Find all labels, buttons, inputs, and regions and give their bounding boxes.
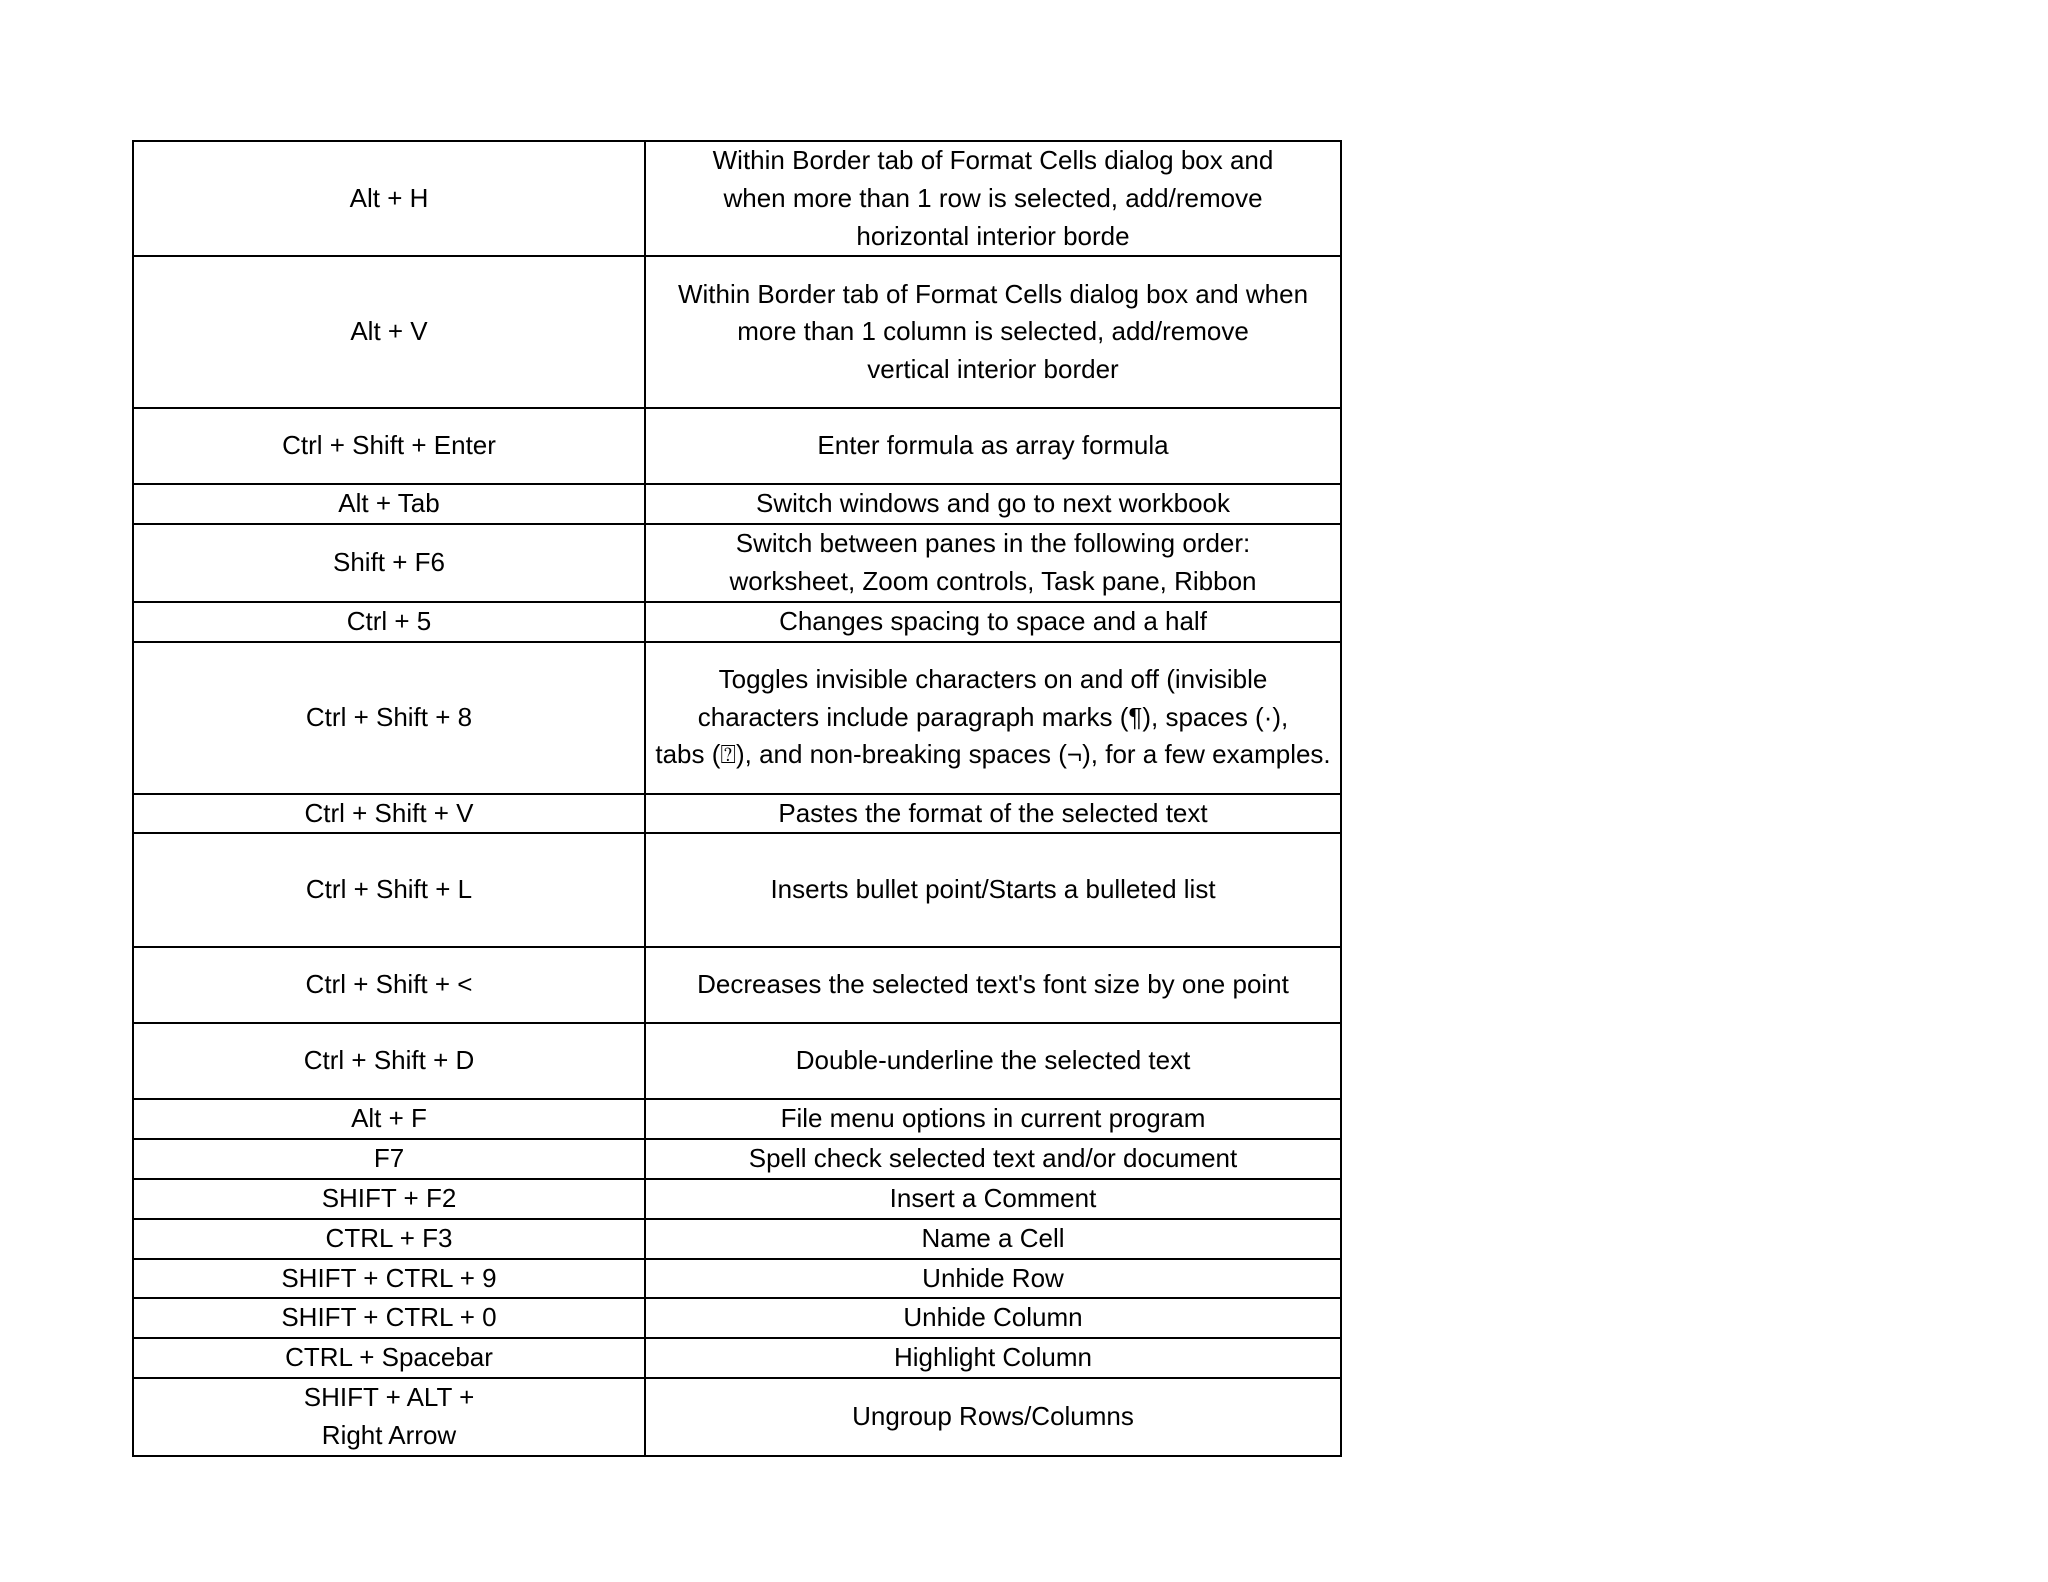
- shortcut-cell: [133, 947, 645, 1023]
- shortcut-cell: [133, 1139, 645, 1179]
- description-text: Unhide Row: [922, 1262, 1064, 1293]
- description-text: Toggles invisible characters on and off (invisible: [718, 663, 1268, 694]
- shortcut-cell: [133, 256, 645, 408]
- table-row: [133, 524, 1341, 602]
- shortcut-text: CTRL + F3: [325, 1222, 453, 1253]
- shortcut-text: Ctrl + Shift + D: [303, 1045, 475, 1076]
- description-cell: [645, 947, 1341, 1023]
- table-row: [133, 1259, 1341, 1299]
- description-text: Highlight Column: [894, 1342, 1092, 1373]
- table-row: [133, 1099, 1341, 1139]
- table-row: [133, 602, 1341, 642]
- description-text: Changes spacing to space and a half: [779, 605, 1207, 636]
- shortcut-text: Alt + V: [350, 316, 428, 347]
- description-text: more than 1 column is selected, add/remove: [737, 316, 1249, 347]
- description-text: vertical interior border: [867, 354, 1119, 385]
- description-cell: [645, 1099, 1341, 1139]
- description-cell: [645, 1023, 1341, 1099]
- description-cell: [645, 524, 1341, 602]
- shortcut-text: Ctrl + 5: [346, 605, 432, 636]
- table-row: [133, 141, 1341, 256]
- shortcut-cell: [133, 1023, 645, 1099]
- shortcut-cell: [133, 408, 645, 484]
- description-text: Switch between panes in the following order:: [735, 528, 1251, 559]
- shortcut-cell: [133, 484, 645, 524]
- table-row: [133, 794, 1341, 834]
- shortcut-text: Right Arrow: [321, 1419, 457, 1450]
- description-text: characters include paragraph marks (¶), spaces (·),: [697, 701, 1289, 732]
- shortcut-text: Ctrl + Shift + Enter: [282, 430, 496, 461]
- description-text: horizontal interior borde: [856, 220, 1130, 251]
- shortcut-cell: [133, 794, 645, 834]
- table-row: [133, 1023, 1341, 1099]
- shortcut-text: SHIFT + CTRL + 9: [281, 1262, 497, 1293]
- shortcut-text: SHIFT + CTRL + 0: [281, 1302, 497, 1333]
- table-row: [133, 408, 1341, 484]
- table-row: [133, 1139, 1341, 1179]
- description-cell: [645, 642, 1341, 794]
- shortcut-cell: [133, 602, 645, 642]
- description-text: Spell check selected text and/or document: [748, 1143, 1238, 1174]
- shortcut-cell: [133, 642, 645, 794]
- shortcut-cell: [133, 1219, 645, 1259]
- description-cell: [645, 484, 1341, 524]
- table-row: [133, 1219, 1341, 1259]
- table-row: [133, 256, 1341, 408]
- description-text: Switch windows and go to next workbook: [755, 488, 1231, 519]
- description-text: worksheet, Zoom controls, Task pane, Ribbon: [729, 565, 1257, 596]
- description-cell: [645, 141, 1341, 256]
- shortcut-text: Alt + H: [349, 182, 429, 213]
- description-text: Name a Cell: [921, 1222, 1065, 1253]
- shortcut-cell: [133, 141, 645, 256]
- shortcut-text: Ctrl + Shift + V: [304, 797, 474, 828]
- shortcut-text: Shift + F6: [333, 547, 445, 578]
- table-row: [133, 947, 1341, 1023]
- description-text: Within Border tab of Format Cells dialog box and when: [677, 278, 1309, 309]
- description-cell: [645, 1259, 1341, 1299]
- description-cell: [645, 1179, 1341, 1219]
- description-text: Inserts bullet point/Starts a bulleted list: [770, 874, 1216, 905]
- shortcut-cell: [133, 524, 645, 602]
- table-row: [133, 1378, 1341, 1456]
- shortcut-text: SHIFT + ALT +: [303, 1381, 475, 1412]
- shortcut-text: F7: [373, 1143, 405, 1174]
- description-text: Double-underline the selected text: [795, 1045, 1191, 1076]
- description-cell: [645, 408, 1341, 484]
- shortcut-table: [132, 140, 1342, 1457]
- description-cell: [645, 256, 1341, 408]
- table-row: [133, 1338, 1341, 1378]
- description-cell: [645, 1219, 1341, 1259]
- description-cell: [645, 602, 1341, 642]
- description-cell: [645, 833, 1341, 947]
- table-row: [133, 642, 1341, 794]
- shortcut-text: CTRL + Spacebar: [285, 1342, 493, 1373]
- shortcut-cell: [133, 1099, 645, 1139]
- shortcut-cell: [133, 1179, 645, 1219]
- table-row: [133, 1179, 1341, 1219]
- table-row: [133, 1298, 1341, 1338]
- table-row: [133, 484, 1341, 524]
- description-text: Insert a Comment: [889, 1182, 1097, 1213]
- table-row: [133, 833, 1341, 947]
- shortcut-text: Alt + F: [351, 1103, 427, 1134]
- shortcut-text: Ctrl + Shift + <: [305, 969, 473, 1000]
- description-cell: [645, 1139, 1341, 1179]
- shortcut-cell: [133, 1298, 645, 1338]
- description-text: File menu options in current program: [780, 1103, 1206, 1134]
- shortcut-text: SHIFT + F2: [321, 1182, 457, 1213]
- shortcut-table-body: [133, 141, 1341, 1456]
- description-text: Enter formula as array formula: [817, 430, 1169, 461]
- description-text: when more than 1 row is selected, add/remove: [723, 182, 1263, 213]
- description-text: Unhide Column: [903, 1302, 1083, 1333]
- shortcut-text: Ctrl + Shift + L: [305, 874, 473, 905]
- shortcut-cell: [133, 833, 645, 947]
- description-cell: [645, 1298, 1341, 1338]
- description-cell: [645, 1338, 1341, 1378]
- shortcut-text: Ctrl + Shift + 8: [305, 701, 473, 732]
- shortcut-cell: [133, 1338, 645, 1378]
- description-cell: [645, 794, 1341, 834]
- description-text: Ungroup Rows/Columns: [852, 1400, 1134, 1431]
- description-text: tabs (⍰), and non-breaking spaces (¬), for a few examples.: [655, 739, 1331, 770]
- description-text: Decreases the selected text's font size by one point: [697, 969, 1289, 1000]
- shortcut-text: Alt + Tab: [338, 488, 440, 519]
- description-text: Within Border tab of Format Cells dialog box and: [712, 145, 1274, 175]
- shortcut-cell: [133, 1378, 645, 1456]
- shortcut-cell: [133, 1259, 645, 1299]
- description-cell: [645, 1378, 1341, 1456]
- description-text: Pastes the format of the selected text: [778, 797, 1208, 828]
